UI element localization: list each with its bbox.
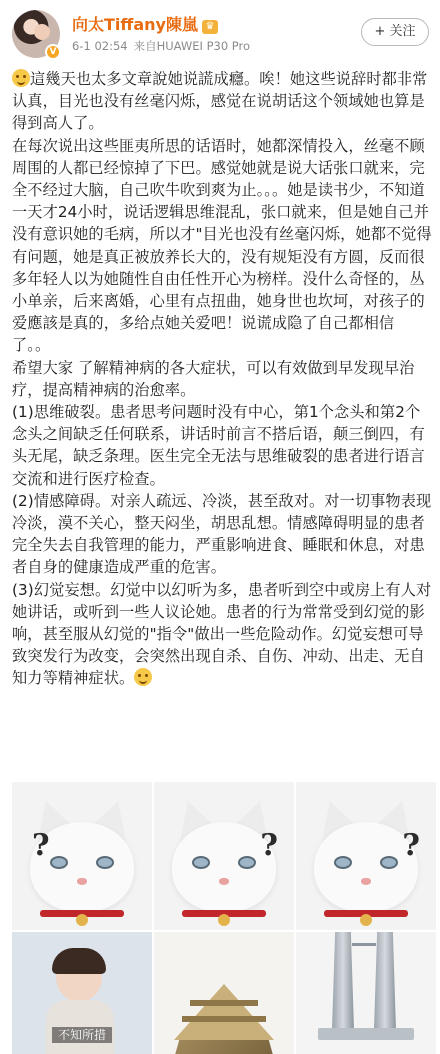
- username-link[interactable]: [72, 12, 218, 35]
- cat-image-2[interactable]: [154, 782, 294, 930]
- image-caption: 不知所措: [52, 1027, 112, 1043]
- question-mark: ?: [32, 828, 50, 863]
- post-paragraph: 這幾天也太多文章說她说謊成癮。唉！她这些说辞时都非常认真，目光也没有丝毫闪烁，感觉在说胡话这个领域她也算是得到高人了。: [12, 70, 428, 133]
- post-source: 来自HUAWEI P30 Pro: [133, 39, 251, 53]
- post-paragraph: (1)思维破裂。患者思考问题时没有中心，第1个念头和第2个念头之间缺乏任何联系，讲话时前言不搭后语，颠三倒四，有头无尾，缺乏条理。医生完全无法与思维破裂的患者进行语言交流和进行医疗检查。: [12, 403, 425, 488]
- post-paragraph: 希望大家 了解精神病的各大症状，可以有效做到早发现早治疗，提高精神病的治愈率。: [12, 358, 415, 399]
- post-paragraph: 在每次说出这些匪夷所思的话语时，她都深情投入，丝毫不顾周围的人都已经惊掉了下巴。感觉她就是说大话张口就来，完全不经过大脑，自己吹牛吹到爽为止。。。她是读书少，不知道一天才24小时，说话逻辑思维混乱，张口就来，但是她自己并没有意识她的毛病，所以才"目光也没有丝毫闪烁，她都不觉得有问题，她是真正被放养长大的，没有规矩没有方圆，反而很多年轻人以为她随性自由任性开心为榜样。没什么奇怪的，丛小单亲，后来离婚，心里有点扭曲，她身世也坎坷，对孩子的爱應該是真的，多给点她关爱吧！说谎成隐了自己都相信了。。: [12, 136, 432, 355]
- pyramid-image[interactable]: [154, 932, 294, 1054]
- girl-image[interactable]: [12, 932, 152, 1054]
- question-mark: ?: [260, 828, 278, 863]
- follow-button[interactable]: + 关注: [361, 18, 429, 46]
- towers-image[interactable]: [296, 932, 436, 1054]
- verified-v-icon: V: [45, 44, 61, 60]
- post-header: [0, 0, 440, 68]
- post-paragraph: (3)幻觉妄想。幻觉中以幻听为多，患者听到空中或房上有人对她讲话，或听到一些人议论她。患者的行为常常受到幻觉的影响，甚至服从幻觉的"指令"做出一些危险动作。幻觉妄想可导致突发行为改变，会突然出现自杀、自伤、冲动、出走、无自知力等精神症状。: [12, 580, 432, 688]
- username: 向太Tiffany陳嵐: [72, 15, 198, 34]
- cat-image-3[interactable]: [296, 782, 436, 930]
- post-timestamp: 6-1 02:54: [72, 39, 128, 53]
- cat-image-1[interactable]: [12, 782, 152, 930]
- post-meta: [72, 38, 250, 54]
- question-mark: ?: [402, 828, 420, 863]
- smile-emoji-icon: [12, 69, 30, 87]
- post-paragraph: (2)情感障碍。对亲人疏远、冷淡，甚至敌对。对一切事物表现冷淡，漠不关心，整天闷坐，胡思乱想。情感障碍明显的患者完全失去自我管理的能力，严重影响进食、睡眠和休息，对患者自身的健康造成严重的危害。: [12, 491, 432, 577]
- sweat-emoji-icon: [134, 668, 152, 686]
- post-body: [12, 68, 432, 690]
- crown-icon: ♛: [202, 20, 218, 34]
